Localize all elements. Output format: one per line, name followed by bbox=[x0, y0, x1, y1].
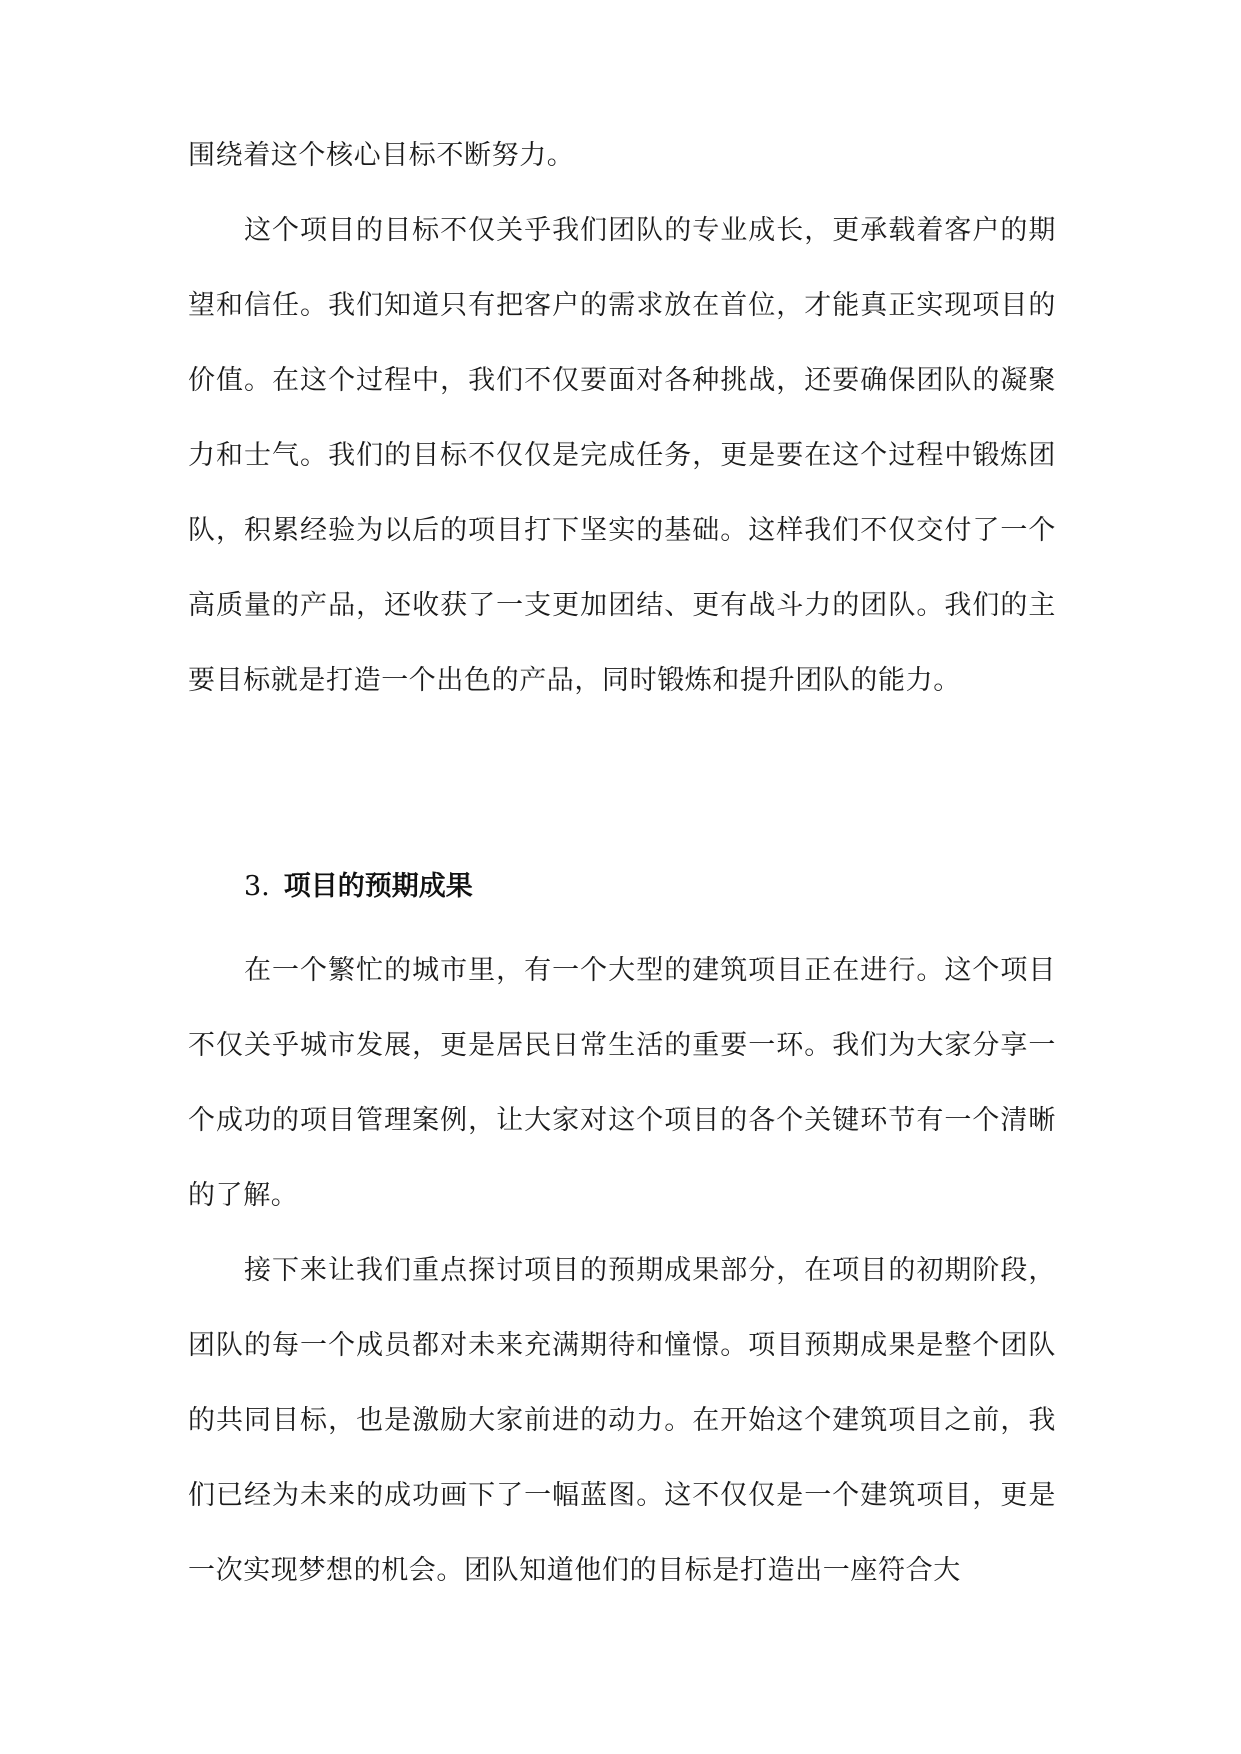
section-title: 项目的预期成果 bbox=[283, 871, 473, 902]
paragraph-project-goal: 这个项目的目标不仅关乎我们团队的专业成长，更承载着客户的期望和信任。我们知道只有把客户的需求放在首位，才能真正实现项目的价值。在这个过程中，我们不仅要面对各种挑战，还要确保团队的凝聚力和士气。我们的目标不仅仅是完成任务，更是要在这个过程中锻炼团队，积累经验为以后的项目打下坚实的基础。这样我们不仅交付了一个高质量的产品，还收获了一支更加团结、更有战斗力的团队。我们的主要目标就是打造一个出色的产品，同时锻炼和提升团队的能力。 bbox=[188, 215, 1056, 696]
section-number: 3. bbox=[244, 871, 270, 902]
paragraph-continuation: 围绕着这个核心目标不断努力。 bbox=[188, 140, 575, 171]
paragraph-expected-results: 接下来让我们重点探讨项目的预期成果部分，在项目的初期阶段，团队的每一个成员都对未来充满期待和憧憬。项目预期成果是整个团队的共同目标，也是激励大家前进的动力。在开始这个建筑项目之前，我们已经为未来的成功画下了一幅蓝图。这不仅仅是一个建筑项目，更是一次实现梦想的机会。团队知道他们的目标是打造出一座符合大 bbox=[188, 1255, 1056, 1586]
section-heading bbox=[244, 867, 473, 907]
paragraph-case-intro: 在一个繁忙的城市里，有一个大型的建筑项目正在进行。这个项目不仅关乎城市发展，更是居民日常生活的重要一环。我们为大家分享一个成功的项目管理案例，让大家对这个项目的各个关键环节有一个清晰的了解。 bbox=[188, 955, 1056, 1211]
